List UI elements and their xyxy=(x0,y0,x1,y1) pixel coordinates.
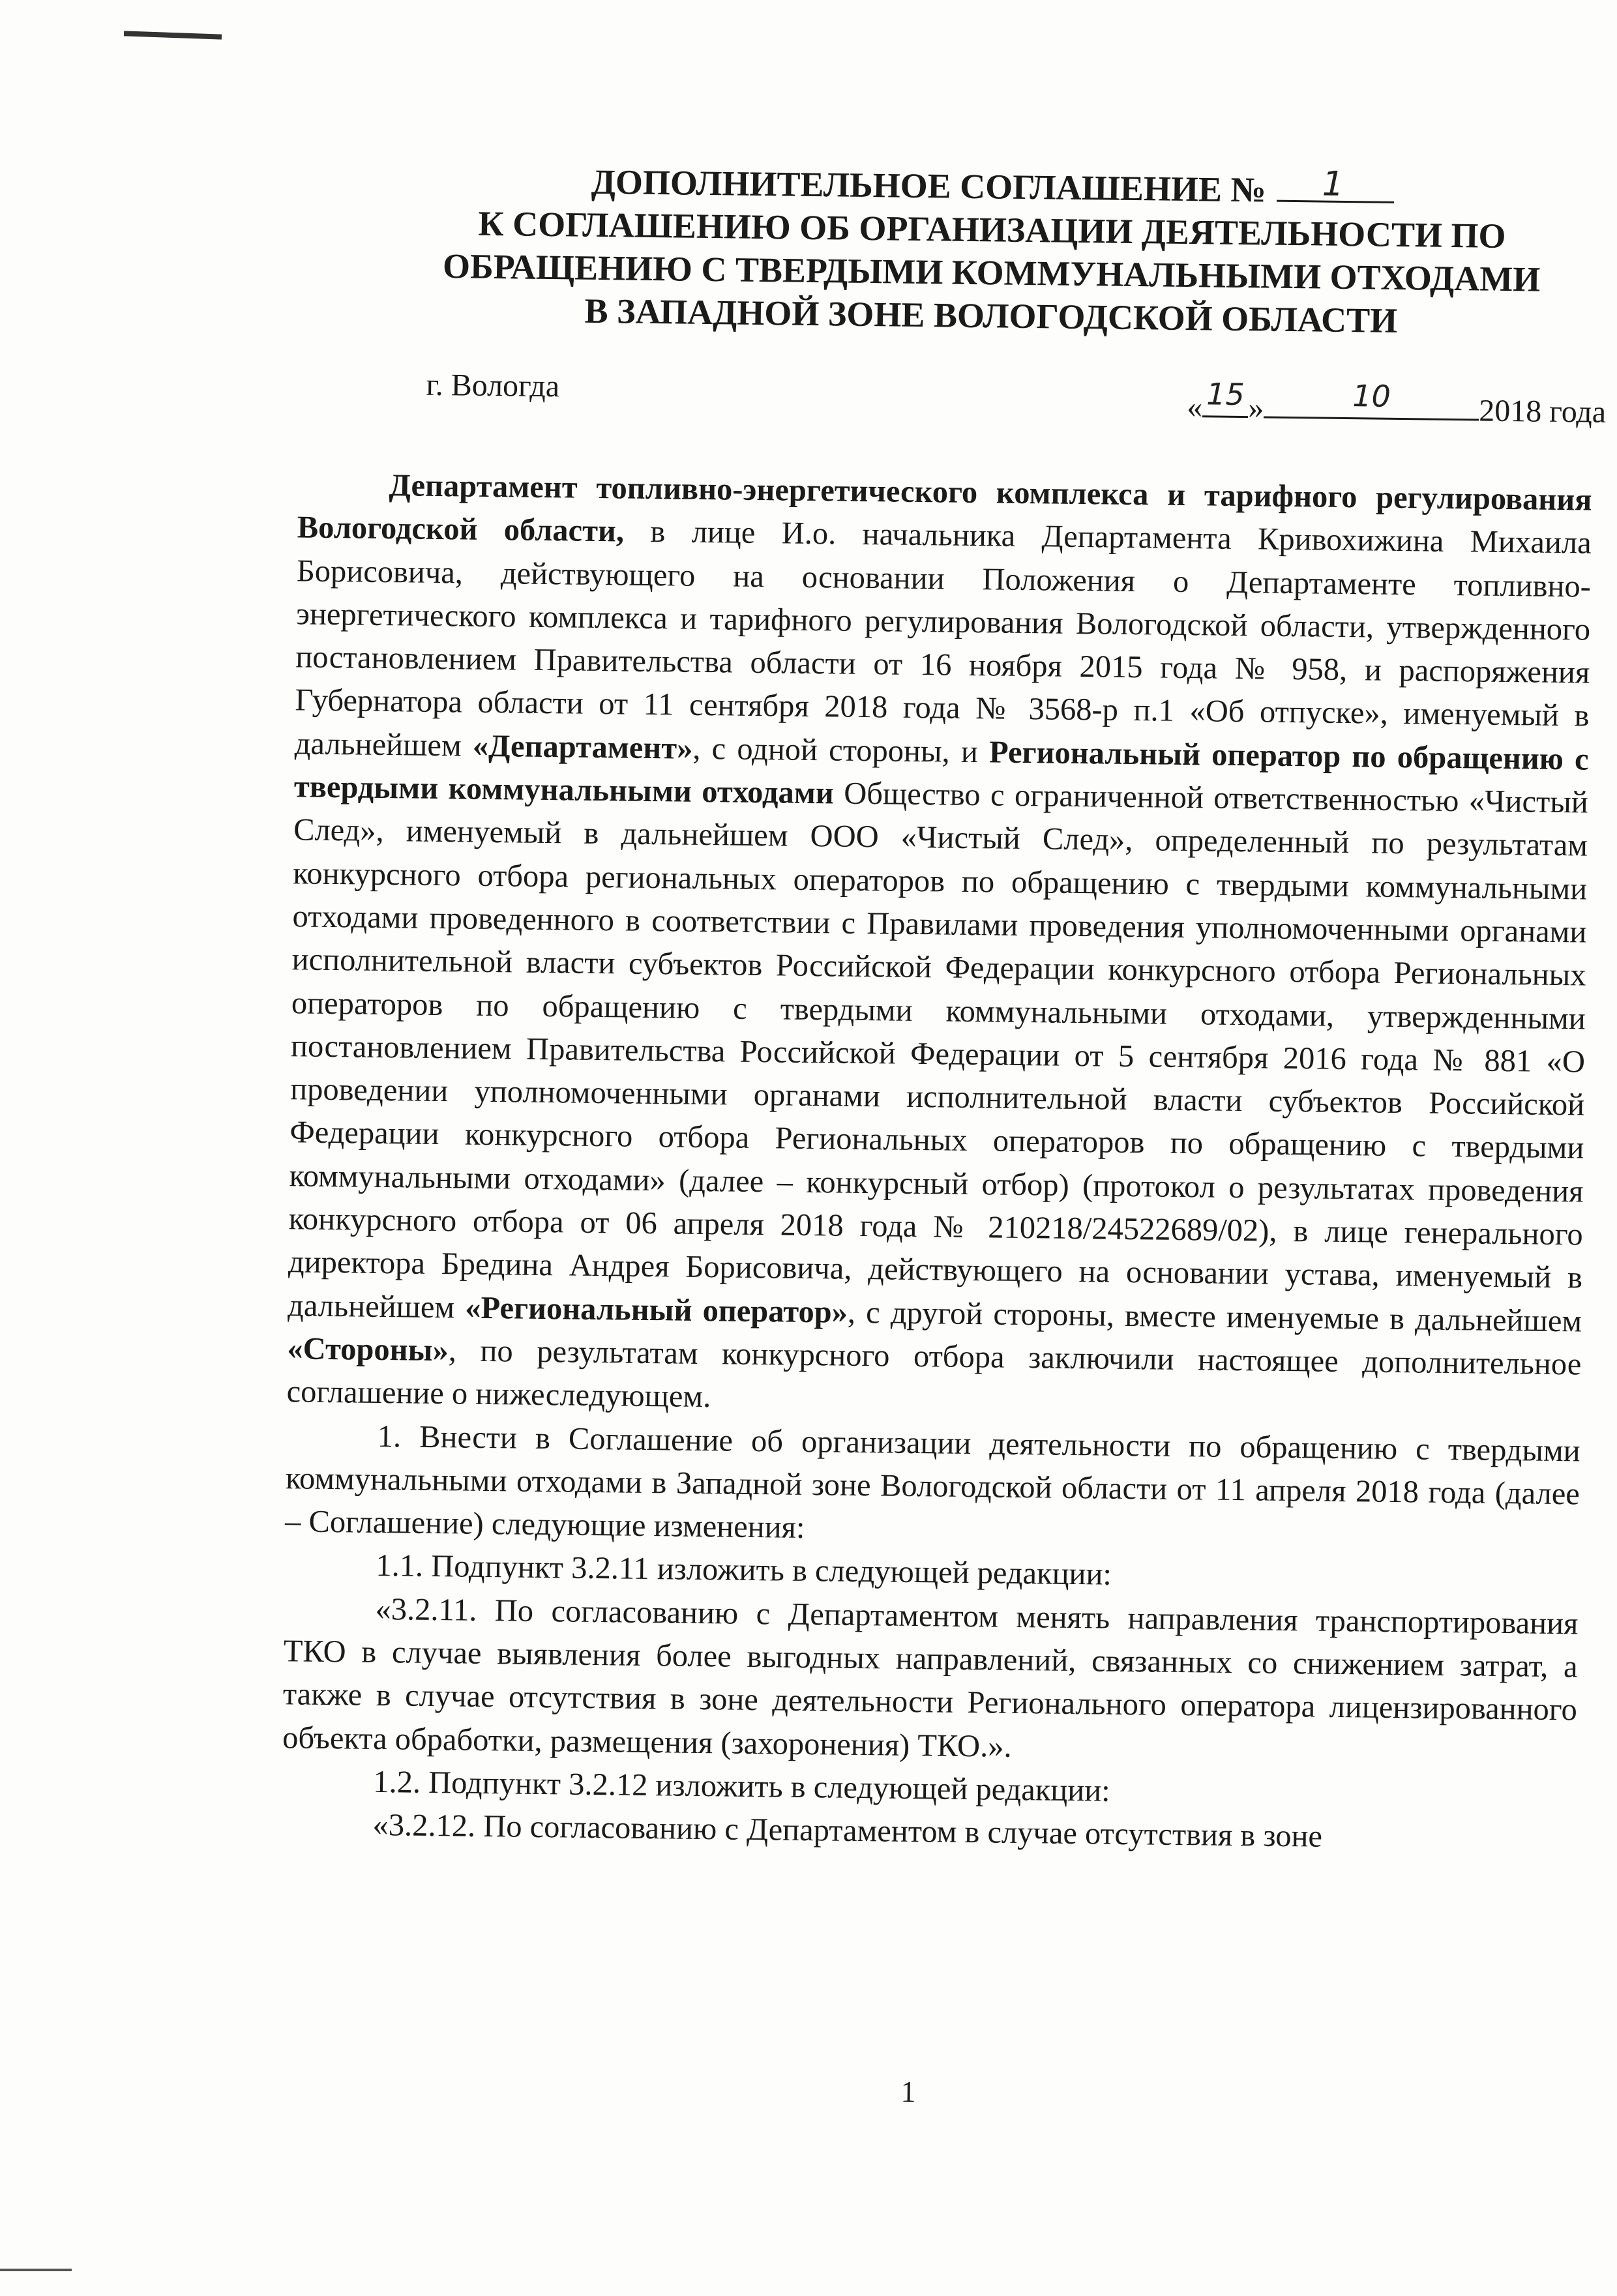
intro-text-5: , по результатам конкурсного отбора заключили настоящее дополнительное соглашение о нижеследующем. xyxy=(286,1333,1582,1415)
intro-text-2: , с одной стороны, и xyxy=(692,731,990,770)
party-1-alias: «Департамент» xyxy=(472,728,693,766)
clause-1-2-text: «3.2.12. По согласованию с Департаментом в случае отсутствия в зоне xyxy=(372,1808,1323,1854)
title-line-2: К СОГЛАШЕНИЮ ОБ ОРГАНИЗАЦИИ ДЕЯТЕЛЬНОСТИ ПО xyxy=(478,203,1506,256)
date-open-quote: « xyxy=(1187,390,1203,425)
month-handwritten: 10 xyxy=(1352,378,1391,414)
page-number: 1 xyxy=(900,2074,916,2109)
parties-alias: «Стороны» xyxy=(287,1331,449,1368)
month-slot xyxy=(1264,378,1479,420)
clause-1: 1. Внести в Соглашение об организации деятельности по обращению с твердыми коммунальными отходами в Западной зоне Вологодской области от 11 апреля 2018 года (далее – Соглашение) следующие изменения: xyxy=(284,1419,1580,1546)
day-slot xyxy=(1202,376,1249,418)
year-text: 2018 года xyxy=(1478,393,1607,430)
date-close-quote: » xyxy=(1248,390,1264,426)
date-field xyxy=(1187,376,1607,430)
clause-1-2: 1.2. Подпункт 3.2.12 изложить в следующей редакции: xyxy=(373,1764,1111,1808)
intro-paragraph xyxy=(286,463,1592,1430)
clause-1-1: 1.1. Подпункт 3.2.11 изложить в следующей редакции: xyxy=(376,1548,1112,1593)
day-handwritten: 15 xyxy=(1206,376,1245,413)
title-line-3: ОБРАЩЕНИЮ С ТВЕРДЫМИ КОММУНАЛЬНЫМИ ОТХОДАМИ xyxy=(442,246,1541,299)
intro-text-4: , с другой стороны, вместе именуемые в дальнейшем xyxy=(847,1295,1582,1339)
party-1-name: Департамент топливно-энергетического комплекса и тарифного регулирования Вологодской области, xyxy=(297,468,1592,549)
place-date-line xyxy=(295,365,1607,434)
intro-text-3: Общество с ограниченной ответственностью «Чистый След», именуемый в дальнейшем ООО «Чистый След», определенный по результатам конкурсного отбора региональных операторов по обращению с твердыми коммунальными отходами проведенного в соответствии с Правилами проведения уполномоченными органами исполнительной власти субъектов Российской Федерации конкурсного отбора Региональных операторов по обращению с твердыми коммунальными отходами, утвержденными постановлением Правительства Российской Федерации от 5 сентября 2016 года № 881 «О проведении уполномоченными органами исполнительной власти субъектов Российской Федерации конкурсного отбора Региональных операторов по обращению с твердыми коммунальными отходами» (далее – конкурсный отбор) (протокол о результатах проведения конкурсного отбора от 06 апреля 2018 года № 210218/24522689/02), в лице генерального директора Бредина Андрея Борисовича, действующего на основании устава, именуемый в дальнейшем xyxy=(287,776,1589,1325)
party-2-alias: «Региональный оператор» xyxy=(464,1290,848,1330)
clause-1-1-text: «3.2.11. По согласованию с Департаментом менять направления транспортирования ТКО в случае выявления более выгодных направлений, связанных со снижением затрат, а также в случае отсутствия в зоне деятельности Регионального оператора лицензированного объекта обработки, размещения (захоронения) ТКО.». xyxy=(282,1591,1579,1764)
agreement-number-handwritten: 1 xyxy=(1322,164,1344,204)
title-text: ДОПОЛНИТЕЛЬНОЕ СОГЛАШЕНИЕ № xyxy=(591,162,1267,210)
agreement-number-field xyxy=(1277,164,1395,204)
city-label: г. Вологда xyxy=(426,367,560,404)
intro-text-1: в лице И.о. начальника Департамента Кривохижина Михаила Борисовича, действующего на основании Положения о Департаменте топливно-энергетического комплекса и тарифного регулирования Вологодской области, утвержденного постановлением Правительства области от 16 ноября 2015 года № 958, и распоряжения Губернатора области от 11 сентября 2018 года № 3568-р п.1 «Об отпуске», именуемый в дальнейшем xyxy=(294,514,1592,763)
document-title xyxy=(375,158,1609,345)
document-body xyxy=(281,463,1592,1862)
title-line-4: В ЗАПАДНОЙ ЗОНЕ ВОЛОГОДСКОЙ ОБЛАСТИ xyxy=(584,291,1398,340)
party-2-role: Региональный оператор по обращению с твердыми коммунальными отходами xyxy=(293,735,1589,811)
